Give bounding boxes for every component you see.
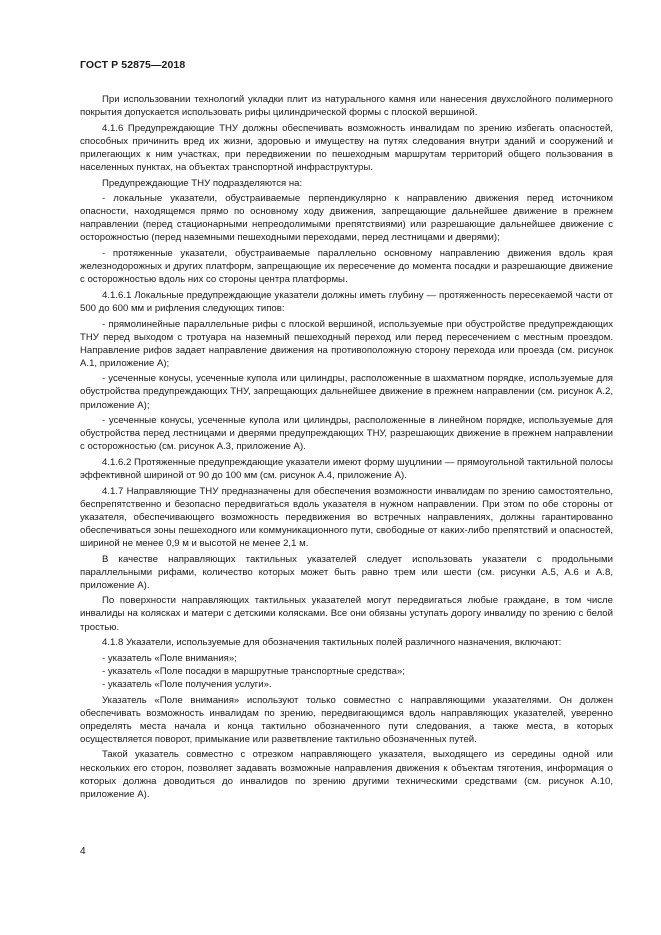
paragraph: Предупреждающие ТНУ подразделяются на: bbox=[102, 177, 303, 189]
list-item: - усеченные конусы, усеченные купола или цилиндры, расположенные в линейном порядке, используемые для обустройства перед лестницами и дверями предупреждающих ТНУ, разрешающих движение в прежнем направлении с осторожностью (см. рисунок А.3, приложение А). bbox=[80, 415, 613, 453]
list-item: - протяженные указатели, обустраиваемые параллельно основному направлению движения вдоль края железнодорожных и других платформ, запрещающие их пересечение до момента посадки и разрешающие движение с осторожностью вдоль них со стороны центра платформы. bbox=[80, 248, 613, 286]
page-number: 4 bbox=[80, 846, 86, 857]
document-header: ГОСТ Р 52875—2018 bbox=[80, 59, 186, 71]
paragraph: 4.1.6 Предупреждающие ТНУ должны обеспечивать возможность инвалидам по зрению избегать опасностей, способных причинить вред их жизни, здоровью и имуществу на путях следования внутри зданий и сооружений и прилегающих к ним участках, при передвижении по пешеходным маршрутам территорий общего пользования в населенных пунктах, на объектах транспортной инфраструктуры. bbox=[80, 122, 613, 173]
document-body bbox=[80, 93, 613, 803]
paragraph: Такой указатель совместно с отрезком направляющего указателя, выходящего из середины одной или нескольких его сторон, позволяет задавать возможные направления движения к объектам тяготения, информация о которых должна доводиться до инвалидов по зрению другими техническими средствами (см. рисунок А.10, приложение А). bbox=[80, 749, 613, 800]
list-item: - указатель «Поле внимания»; bbox=[102, 652, 237, 664]
list-item: - указатель «Поле получения услуги». bbox=[102, 678, 272, 690]
paragraph: 4.1.7 Направляющие ТНУ предназначены для обеспечения возможности инвалидам по зрению самостоятельно, беспрепятственно и безопасно передвигаться вдоль указателя в нужном направлении. При этом по обе стороны от указателя, обеспечивающего возможность передвижения во встречных направлениях, должны гарантированно обеспечиваться зоны пешеходного или коммуникационного пути, свободные от каких-либо препятствий и опасностей, шириной не менее 0,9 м и высотой не менее 2,1 м. bbox=[80, 485, 613, 549]
list-item: - усеченные конусы, усеченные купола или цилиндры, расположенные в шахматном порядке, используемые для обустройства предупреждающих ТНУ, запрещающих дальнейшее движение в прежнем направлении (см. рисунок А.2, приложение А); bbox=[80, 373, 613, 411]
paragraph: В качестве направляющих тактильных указателей следует использовать указатели с продольными параллельными рифами, количество которых может быть равно трем или шести (см. рисунки А.5, А.6 и А.8, приложение А). bbox=[80, 553, 613, 591]
list-item: - указатель «Поле посадки в маршрутные транспортные средства»; bbox=[102, 665, 405, 677]
paragraph: 4.1.6.1 Локальные предупреждающие указатели должны иметь глубину — протяженность пересекаемой части от 500 до 600 мм и рифления следующих типов: bbox=[80, 289, 613, 314]
paragraph: По поверхности направляющих тактильных указателей могут передвигаться любые граждане, в том числе инвалиды на колясках и матери с детскими колясками. Все они обязаны уступать дорогу инвалиду по зрению с белой тростью. bbox=[80, 595, 613, 633]
paragraph: При использовании технологий укладки плит из натурального камня или нанесения двухслойного полимерного покрытия допускается использовать рифы цилиндрической формы с плоской вершиной. bbox=[80, 94, 613, 119]
paragraph: 4.1.6.2 Протяженные предупреждающие указатели имеют форму шуцлинии — прямоугольной тактильной полосы эффективной шириной от 90 до 100 мм (см. рисунок А.4, приложение А). bbox=[80, 456, 613, 482]
paragraph: Указатель «Поле внимания» используют только совместно с направляющими указателями. Он должен обеспечивать возможность инвалидам по зрению, передвигающимся вдоль направляющих указателей, уверенно определять места начала и конца тактильно обозначенного пути следования, а также места, в которых осуществляется поворот, примыкание или разветвление тактильно обозначенных путей. bbox=[80, 694, 613, 745]
list-item: - прямолинейные параллельные рифы с плоской вершиной, используемые при обустройстве предупреждающих ТНУ перед выходом с тротуара на наземный пешеходный переход или перед пересечением с местным проездом. Направление рифов задает направление движения на противоположную сторону перехода или проезда (см. рисунок А.1, приложение А); bbox=[80, 318, 613, 369]
paragraph: 4.1.8 Указатели, используемые для обозначения тактильных полей различного назначения, включают: bbox=[102, 637, 562, 649]
list-item: - локальные указатели, обустраиваемые перпендикулярно к направлению движения перед источником опасности, находящемся прямо по основному ходу движения, запрещающие дальнейшее движение в прежнем направлении (перед стационарными непреодолимыми препятствиями) или разрешающие дальнейшее движение с осторожностью (перед наземными пешеходными переходами, перед лестницами и дверями); bbox=[80, 193, 613, 244]
